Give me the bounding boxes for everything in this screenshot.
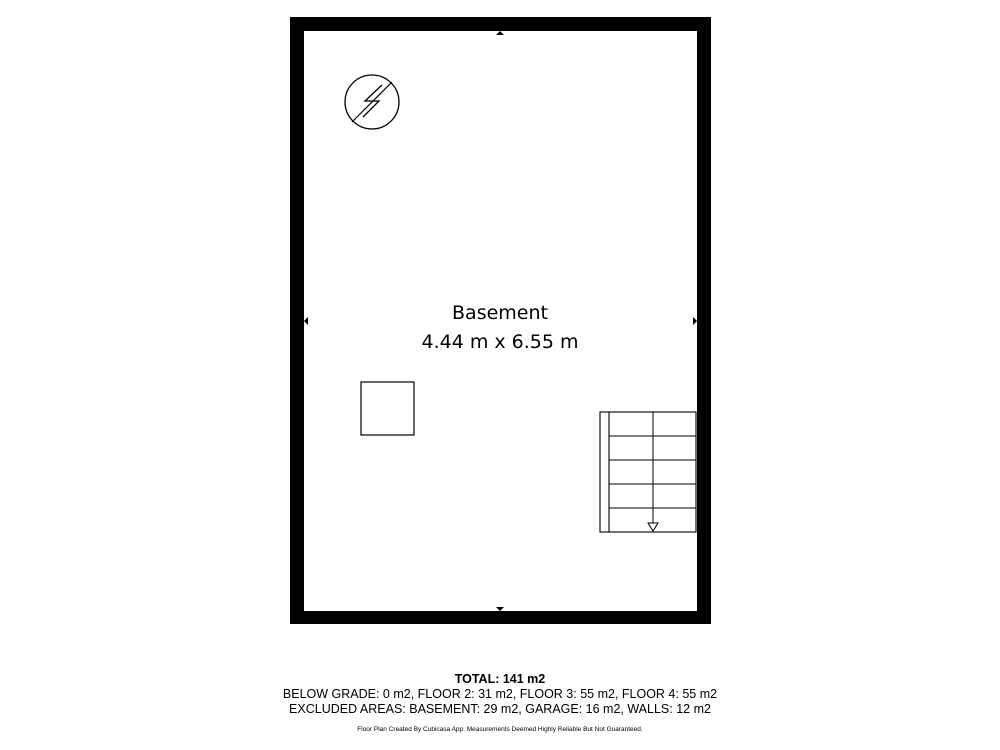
footer-disclaimer: Floor Plan Created By Cubicasa App. Measurements Deemed Highly Reliable But Not Guaranteed.: [357, 726, 643, 733]
room-name: Basement: [452, 302, 548, 324]
square-fixture: [361, 382, 414, 435]
total-area: TOTAL: 141 m2: [454, 672, 546, 686]
excluded-areas: EXCLUDED AREAS: BASEMENT: 29 m2, GARAGE: 16 m2, WALLS: 12 m2: [289, 702, 711, 716]
room-dimensions: 4.44 m x 6.55 m: [421, 331, 579, 353]
below-grade-areas: BELOW GRADE: 0 m2, FLOOR 2: 31 m2, FLOOR 3: 55 m2, FLOOR 4: 55 m2: [282, 687, 718, 701]
staircase: [600, 412, 696, 532]
